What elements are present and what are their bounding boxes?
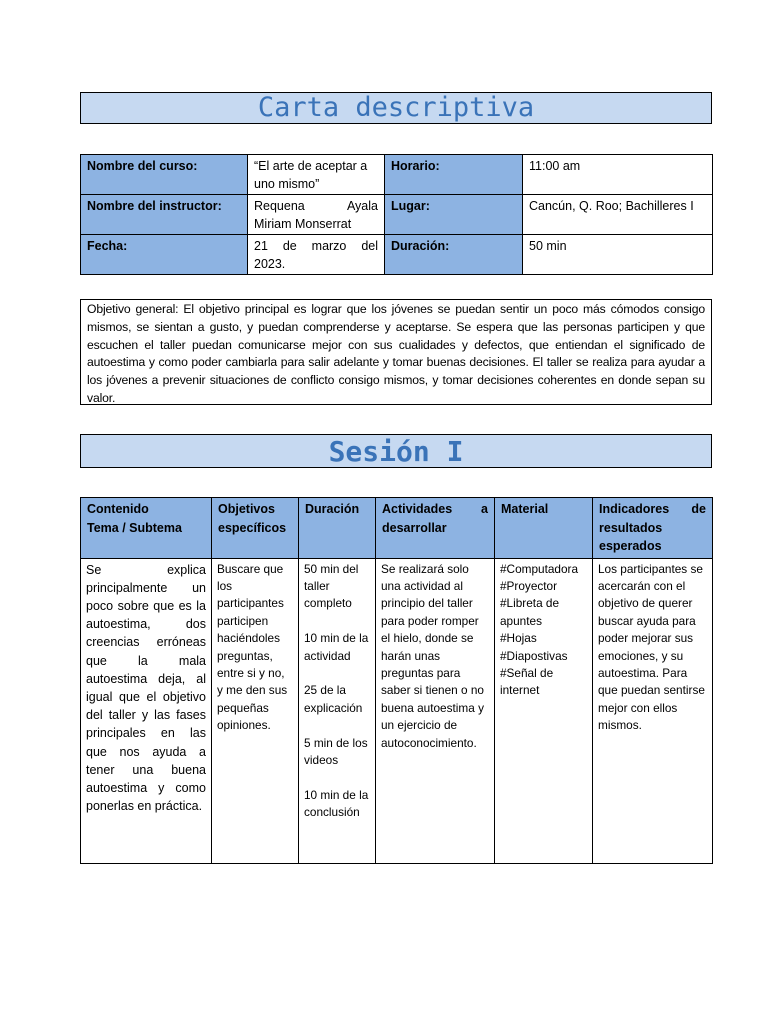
course-name-label: Nombre del curso:: [81, 155, 248, 195]
header-indicadores: Indicadores de resultados esperados: [593, 498, 713, 559]
instructor-value: Requena Ayala Miriam Monserrat: [248, 195, 385, 235]
place-value: Cancún, Q. Roo; Bachilleres I: [523, 195, 713, 235]
general-objective: Objetivo general: El objetivo principal es lograr que los jóvenes se puedan sentir un poco más cómodos consigo mismos, se sientan a gusto, y puedan comprenderse y aceptarse. Se espera que las personas participen y que escuchen el taller puedan comunicarse mejor con sus cualidades y defectos, que entiendan el significado de autoestima y como poder cambiarla para salir adelante y tomar buenas decisiones. El taller se realiza para ayudar a los jóvenes a prevenir situaciones de conflicto consigo mismos, y tomar decisiones coherentes en donde sepan su valor.: [80, 299, 712, 405]
session-title: Sesión I: [80, 434, 712, 468]
table-row: [81, 558, 713, 863]
header-contenido: Contenido Tema / Subtema: [81, 498, 212, 559]
cell-material: #Computadora #Proyector #Libreta de apuntes #Hojas #Diapostivas #Señal de internet: [495, 558, 593, 863]
table-row: [81, 195, 713, 235]
schedule-value: 11:00 am: [523, 155, 713, 195]
place-label: Lugar:: [385, 195, 523, 235]
schedule-label: Horario:: [385, 155, 523, 195]
document-title: Carta descriptiva: [80, 92, 712, 124]
date-value: 21 de marzo del 2023.: [248, 235, 385, 275]
duration-label: Duración:: [385, 235, 523, 275]
course-name-value: “El arte de aceptar a uno mismo”: [248, 155, 385, 195]
header-actividades: Actividades a desarrollar: [376, 498, 495, 559]
header-material: Material: [495, 498, 593, 559]
table-row: [81, 235, 713, 275]
course-info-table: [80, 154, 713, 275]
duration-value: 50 min: [523, 235, 713, 275]
header-objetivos: Objetivos específicos: [212, 498, 299, 559]
date-label: Fecha:: [81, 235, 248, 275]
table-header-row: [81, 498, 713, 559]
header-duracion: Duración: [299, 498, 376, 559]
cell-objetivos: Buscare que los participantes participen haciéndoles preguntas, entre si y no, y me den sus pequeñas opiniones.: [212, 558, 299, 863]
cell-actividades: Se realizará solo una actividad al principio del taller para poder romper el hielo, donde se harán unas preguntas para saber si tienen o no buena autoestima y un ejercicio de autoconocimiento.: [376, 558, 495, 863]
cell-indicadores: Los participantes se acercarán con el objetivo de querer buscar ayuda para poder mejorar sus emociones, y su autoestima. Para que puedan sentirse mejor con ellos mismos.: [593, 558, 713, 863]
cell-contenido: Se explica principalmente un poco sobre que es la autoestima, dos creencias erróneas que la mala autoestima deja, al igual que el objetivo del taller y las fases principales en las que nos ayuda a tener una buena autoestima y como ponerlas en práctica.: [81, 558, 212, 863]
table-row: [81, 155, 713, 195]
instructor-label: Nombre del instructor:: [81, 195, 248, 235]
session-table: [80, 497, 713, 864]
cell-duracion: 50 min del taller completo 10 min de la actividad 25 de la explicación 5 min de los videos 10 min de la conclusión: [299, 558, 376, 863]
